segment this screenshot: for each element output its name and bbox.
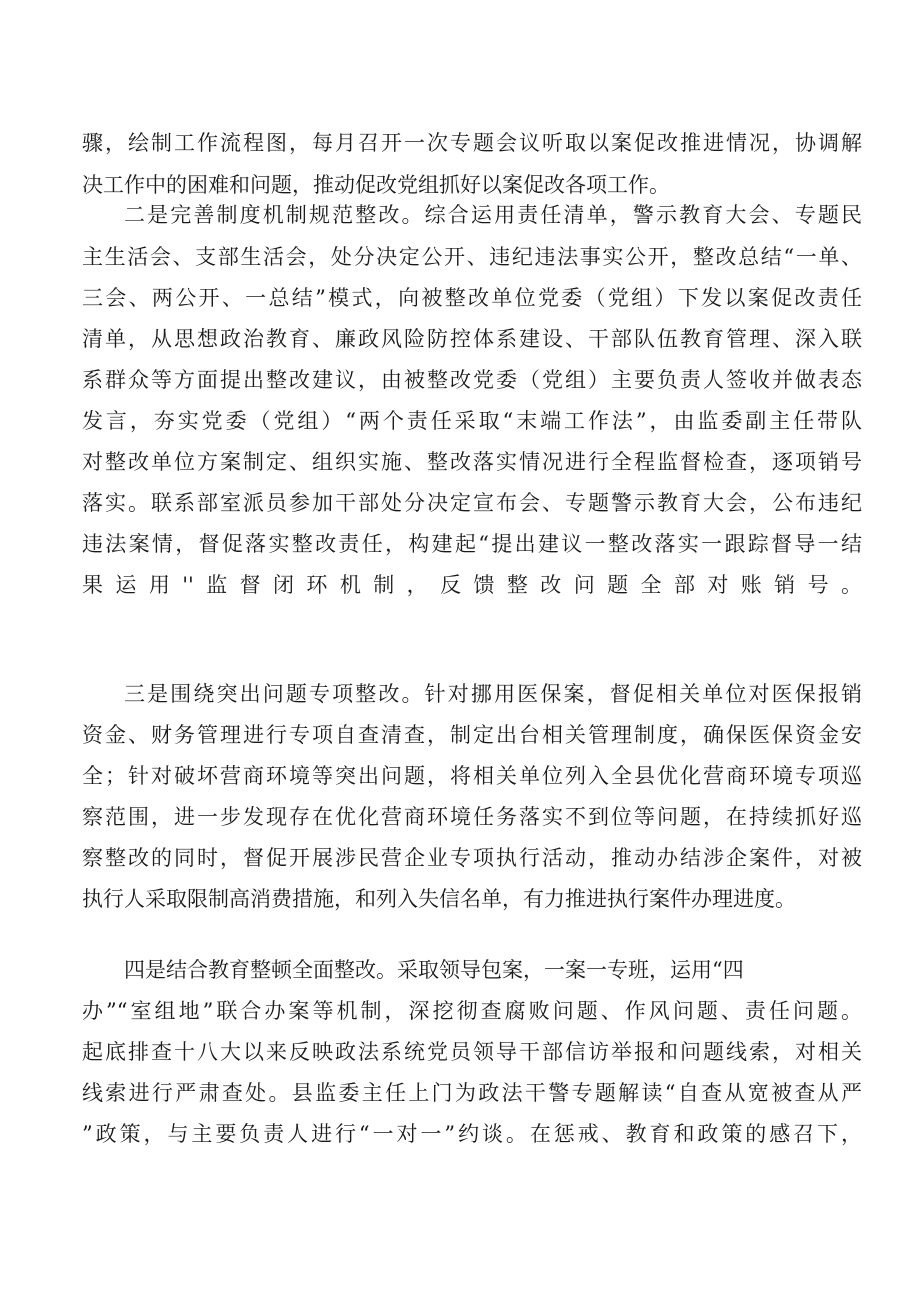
text-line: 办”“室组地”联合办案等机制，深挖彻查腐败问题、作风问题、责任问题。 (82, 999, 862, 1023)
text-line: 起底排查十八大以来反映政法系统党员领导干部信访举报和问题线索，对相关 (82, 1040, 862, 1064)
text-line: 察整改的同时，督促开展涉民营企业专项执行活动，推动办结涉企案件，对被 (82, 846, 862, 870)
paragraph-first-line: 四是结合教育整顿全面整改。采取领导包案，一案一专班，运用“四 (124, 958, 744, 982)
text-line: ”政策，与主要负责人进行“一对一”约谈。在惩戒、教育和政策的感召下， (82, 1122, 862, 1146)
text-line: 主生活会、支部生活会，处分决定公开、违纪违法事实公开，整改总结“一单、 (82, 245, 862, 269)
text-line: 线索进行严肃查处。县监委主任上门为政法干警专题解读“自查从宽被查从严 (82, 1081, 862, 1105)
text-line: 发言，夯实党委（党组）“两个责任采取“末端工作法”，由监委副主任带队 (82, 409, 862, 433)
text-line: 违法案情，督促落实整改责任，构建起“提出建议一整改落实一跟踪督导一结 (82, 532, 862, 556)
text-line: 资金、财务管理进行专项自查清查，制定出台相关管理制度，确保医保资金安 (82, 723, 862, 747)
text-line: 对整改单位方案制定、组织实施、整改落实情况进行全程监督检查，逐项销号 (82, 450, 862, 474)
text-line: 察范围，进一步发现存在优化营商环境任务落实不到位等问题，在持续抓好巡 (82, 805, 862, 829)
text-line: 果运用''监督闭环机制，反馈整改问题全部对账销号。 (82, 573, 862, 597)
text-line: 系群众等方面提出整改建议，由被整改党委（党组）主要负责人签收并做表态 (82, 368, 862, 392)
paragraph-first-line: 三是围绕突出问题专项整改。针对挪用医保案，督促相关单位对医保报销 (124, 682, 862, 706)
text-line: 落实。联系部室派员参加干部处分决定宣布会、专题警示教育大会，公布违纪 (82, 491, 862, 515)
text-line: 清单，从思想政治教育、廉政风险防控体系建设、干部队伍教育管理、深入联 (82, 327, 862, 351)
text-line: 全；针对破坏营商环境等突出问题，将相关单位列入全县优化营商环境专项巡 (82, 764, 862, 788)
paragraph-first-line: 二是完善制度机制规范整改。综合运用责任清单，警示教育大会、专题民 (124, 203, 862, 227)
text-line (82, 611, 862, 641)
text-line (82, 1160, 862, 1190)
text-line: 三会、两公开、一总结”模式，向被整改单位党委（党组）下发以案促改责任 (82, 286, 862, 310)
text-line: 执行人采取限制高消费措施，和列入失信名单，有力推进执行案件办理进度。 (82, 887, 796, 911)
text-line: 决工作中的困难和问题，推动促改党组抓好以案促改各项工作。 (82, 173, 670, 197)
text-line: 骤，绘制工作流程图，每月召开一次专题会议听取以案促改推进情况，协调解 (82, 131, 862, 155)
